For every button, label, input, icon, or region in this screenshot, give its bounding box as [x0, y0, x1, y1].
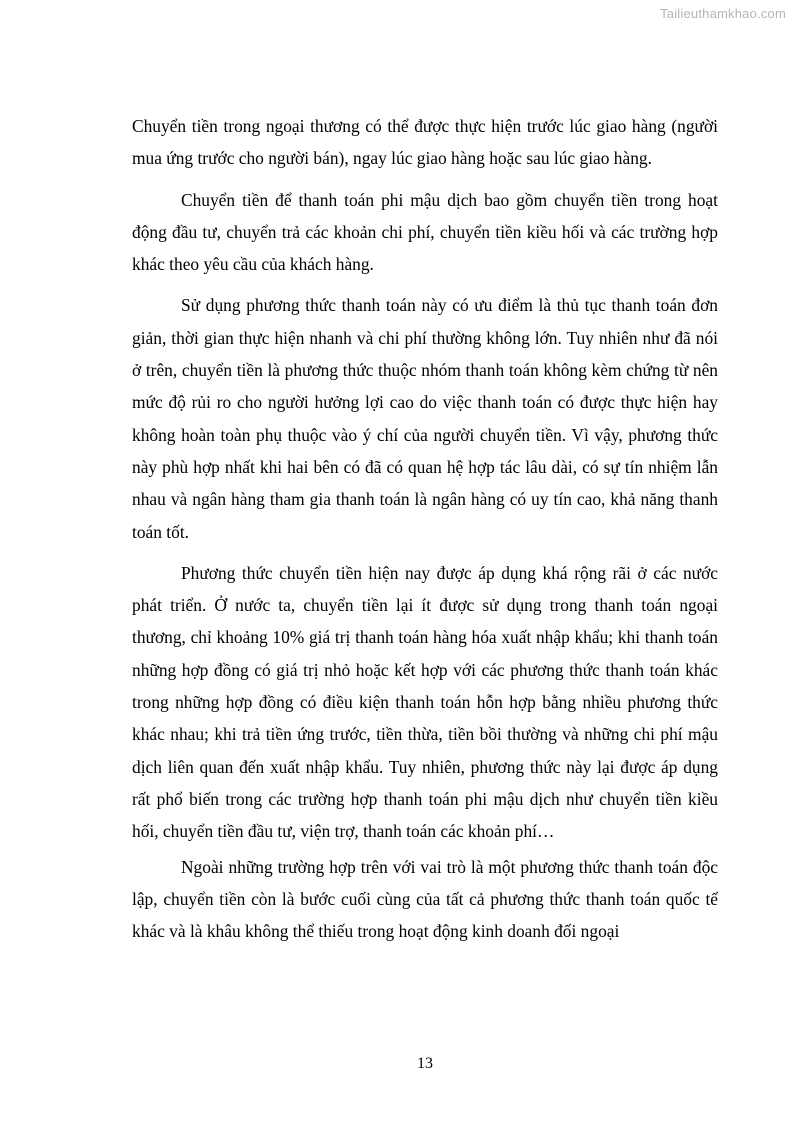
paragraph-5: Ngoài những trường hợp trên với vai trò là một phương thức thanh toán độc lập, chuyển tiền còn là bước cuối cùng của tất cả phương thức thanh toán quốc tế khác và là khâu không thể thiếu trong hoạt động kinh doanh đối ngoại	[132, 856, 718, 942]
document-body	[132, 110, 718, 956]
paragraph-4: Phương thức chuyển tiền hiện nay được áp dụng khá rộng rãi ở các nước phát triển. Ở nước ta, chuyển tiền lại ít được sử dụng trong thanh toán ngoại thương, chỉ khoảng 10% giá trị thanh toán hàng hóa xuất nhập khẩu; khi thanh toán những hợp đồng có giá trị nhỏ hoặc kết hợp với các phương thức thanh toán khác trong những hợp đồng có điều kiện thanh toán hỗn hợp bằng nhiều phương thức khác nhau; khi trả tiền ứng trước, tiền thừa, tiền bồi thường và những chi phí mậu dịch liên quan đến xuất nhập khẩu. Tuy nhiên, phương thức này lại được áp dụng rất phổ biến trong các trường hợp thanh toán phi mậu dịch như chuyển tiền kiều hối, chuyển tiền đầu tư, viện trợ, thanh toán các khoản phí…	[132, 562, 718, 842]
paragraph-2: Chuyển tiền để thanh toán phi mậu dịch bao gồm chuyển tiền trong hoạt động đầu tư, chuyển trả các khoản chi phí, chuyển tiền kiều hối và các trường hợp khác theo yêu cầu của khách hàng.	[132, 189, 718, 275]
page-number: 13	[417, 1055, 433, 1072]
paragraph-3: Sử dụng phương thức thanh toán này có ưu điểm là thủ tục thanh toán đơn giản, thời gian thực hiện nhanh và chi phí thường không lớn. Tuy nhiên như đã nói ở trên, chuyển tiền là phương thức thuộc nhóm thanh toán không kèm chứng từ nên mức độ rủi ro cho người hưởng lợi cao do việc thanh toán có được thực hiện hay không hoàn toàn phụ thuộc vào ý chí của người chuyển tiền. Vì vậy, phương thức này phù hợp nhất khi hai bên có đã có quan hệ hợp tác lâu dài, có sự tín nhiệm lẫn nhau và ngân hàng tham gia thanh toán là ngân hàng có uy tín cao, khả năng thanh toán tốt.	[132, 295, 718, 542]
paragraph-1: Chuyển tiền trong ngoại thương có thể được thực hiện trước lúc giao hàng (người mua ứng trước cho người bán), ngay lúc giao hàng hoặc sau lúc giao hàng.	[132, 116, 718, 169]
watermark-text: Tailieuthamkhao.com	[660, 6, 786, 21]
